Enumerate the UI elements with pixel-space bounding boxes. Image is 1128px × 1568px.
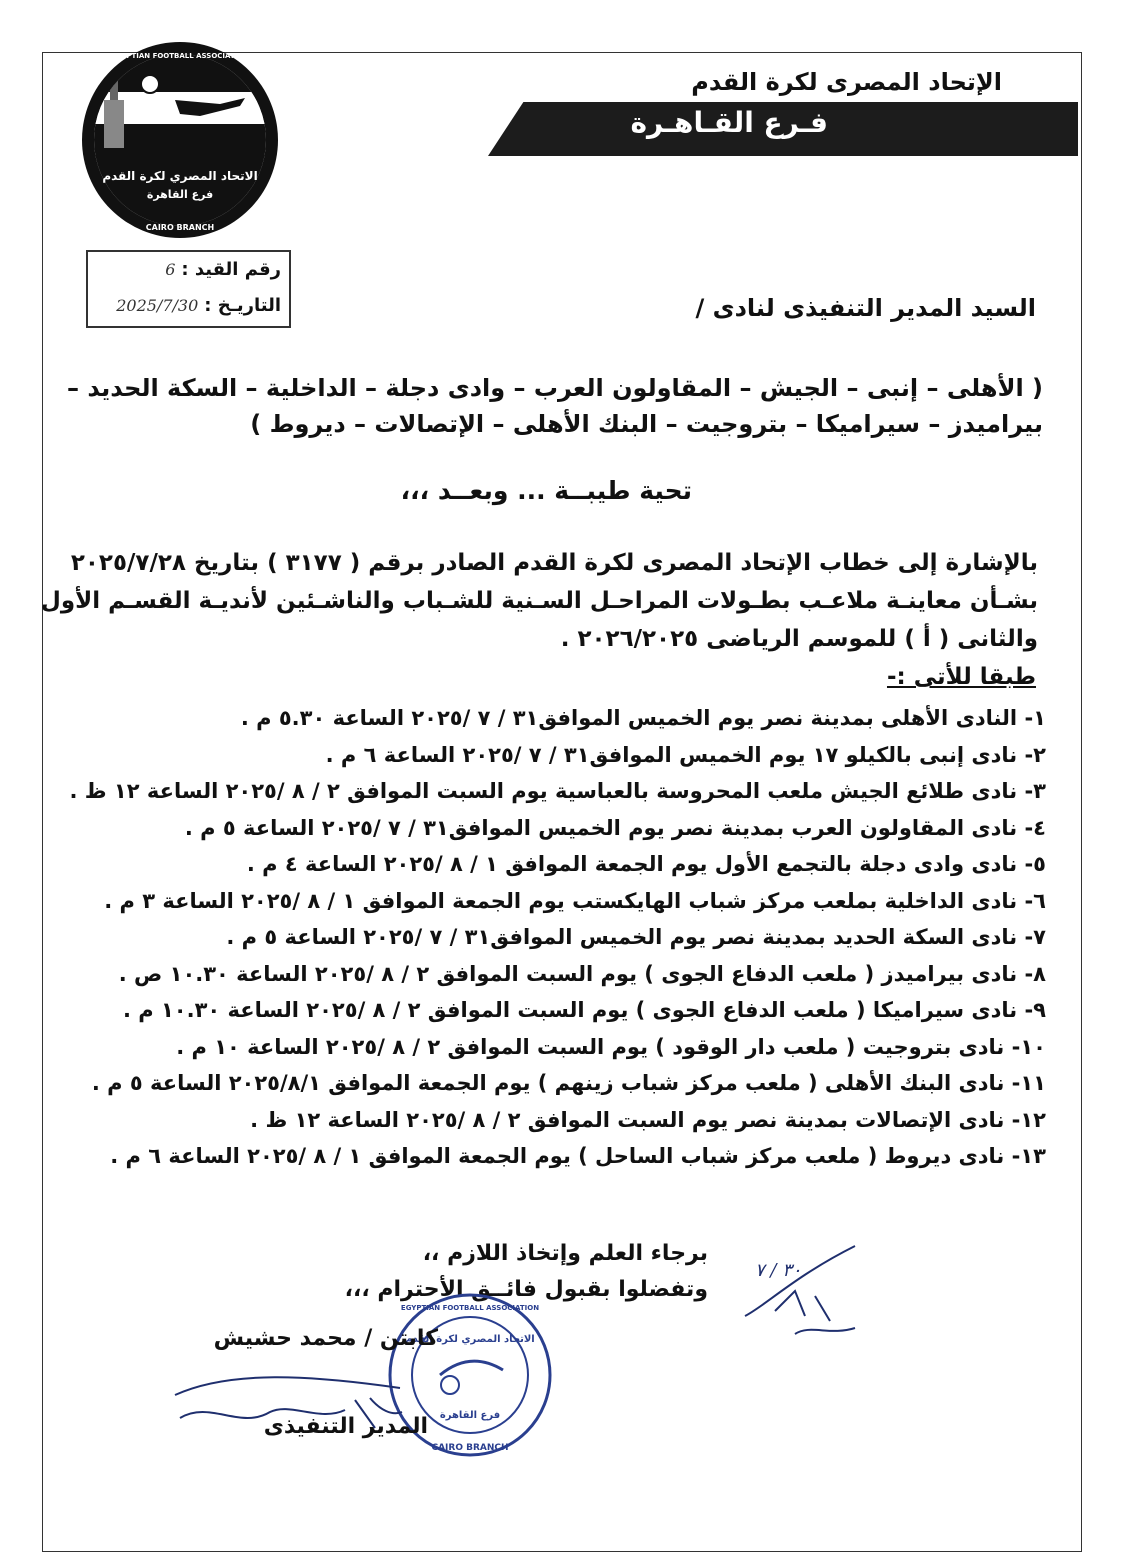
schedule-item: ١٣- نادى ديروط ( ملعب مركز شباب الساحل ) يوم الجمعة الموافق ١ / ٨ /٢٠٢٥ الساعة ٦ م . [110, 1144, 1046, 1168]
stamp-top-text: EGYPTIAN FOOTBALL ASSOCIATION [400, 1304, 540, 1312]
reference-number-value: 6 [165, 260, 176, 279]
handwritten-annotation-text: ٣٠ / ٧ [755, 1260, 802, 1281]
schedule-list [69, 700, 1046, 1175]
schedule-item: ١٠- نادى بتروجيت ( ملعب دار الوقود ) يوم السبت الموافق ٢ / ٨ /٢٠٢٥ الساعة ١٠ م . [176, 1034, 1046, 1059]
reference-number-row [88, 252, 289, 288]
schedule-item: ٤- نادى المقاولون العرب بمدينة نصر يوم الخميس الموافق٣١ / ٧ /٢٠٢٥ الساعة ٥ م . [184, 815, 1046, 840]
logo-branch-text: فرع القاهرة [146, 188, 214, 201]
clubs-list [67, 370, 1043, 442]
logo-top-text: EGYPTIAN FOOTBALL ASSOCIATION [110, 52, 250, 60]
handwritten-annotation-icon [735, 1236, 895, 1346]
reference-box [86, 250, 291, 328]
schedule-item: ٨- نادى بيراميدز ( ملعب الدفاع الجوى ) يوم السبت الموافق ٢ / ٨ /٢٠٢٥ الساعة ١٠.٣٠ ص . [118, 961, 1046, 986]
reference-number-label: رقم القيد : [181, 259, 281, 280]
clubs-line: بيراميدز – سيراميكا – بتروجيت – البنك الأهلى – الإتصالات – ديروط ) [250, 410, 1043, 438]
closing-line: وتفضلوا بقبول فائــق الأحترام ،،، [344, 1277, 708, 1302]
org-name: الإتحاد المصرى لكرة القدم [691, 68, 1002, 96]
greeting: تحية طيبــة ... وبعــد ،،، [400, 476, 692, 505]
reference-date-label: التاريـخ : [204, 295, 281, 316]
schedule-item: ١٢- نادى الإتصالات بمدينة نصر يوم السبت الموافق ٢ / ٨ /٢٠٢٥ الساعة ١٢ ظ . [250, 1107, 1046, 1132]
reference-date-value: 2025/7/30 [116, 296, 199, 315]
intro-line: بشـأن معاينـة ملاعـب بطـولات المراحـل السـنية للشـباب والناشـئين لأنديـة القسـم الأول [40, 588, 1038, 614]
intro-line: بالإشارة إلى خطاب الإتحاد المصرى لكرة القدم الصادر برقم ( ٣١٧٧ ) بتاريخ ٢٠٢٥/٧/٢٨ [70, 550, 1038, 576]
stamp-branch-text: فرع القاهرة [439, 1410, 501, 1421]
schedule-item: ٢- نادى إنبى بالكيلو ١٧ يوم الخميس الموافق٣١ / ٧ /٢٠٢٥ الساعة ٦ م . [325, 742, 1046, 767]
schedule-item: ١١- نادى البنك الأهلى ( ملعب مركز شباب زينهم ) يوم الجمعة الموافق ٢٠٢٥/٨/١ الساعة ٥ م . [91, 1071, 1046, 1095]
signer-title: المدير التنفيذى [263, 1414, 428, 1439]
federation-logo-icon [80, 40, 280, 240]
schedule-item: ٣- نادى طلائع الجيش ملعب المحروسة بالعباسية يوم السبت الموافق ٢ / ٨ /٢٠٢٥ الساعة ١٢ ظ . [69, 779, 1046, 803]
branch-name: فـرع القـاهـرة [630, 106, 828, 139]
intro-paragraph [41, 544, 1038, 658]
logo-arabic-text: الاتحاد المصري لكرة القدم [102, 169, 258, 183]
stamp-bottom-text: CAIRO BRANCH [431, 1443, 509, 1453]
intro-line: والثانى ( أ ) للموسم الرياضى ٢٠٢٦/٢٠٢٥ . [560, 626, 1038, 652]
logo-bottom-text: CAIRO BRANCH [145, 223, 215, 232]
schedule-item: ٥- نادى وادى دجلة بالتجمع الأول يوم الجمعة الموافق ١ / ٨ /٢٠٢٥ الساعة ٤ م . [246, 852, 1046, 876]
schedule-item: ١- النادى الأهلى بمدينة نصر يوم الخميس الموافق٣١ / ٧ /٢٠٢٥ الساعة ٥.٣٠ م . [240, 706, 1046, 730]
reference-date-row [88, 288, 289, 324]
clubs-line: ( الأهلى – إنبى – الجيش – المقاولون العرب – وادى دجلة – الداخلية – السكة الحديد – [67, 374, 1043, 402]
closing-line: برجاء العلم وإتخاذ اللازم ،، [422, 1241, 708, 1266]
schedule-item: ٩- نادى سيراميكا ( ملعب الدفاع الجوى ) يوم السبت الموافق ٢ / ٨ /٢٠٢٥ الساعة ١٠.٣٠ م . [122, 998, 1046, 1022]
stamp-arabic-text: الاتحاد المصري لكرة القدم [405, 1334, 535, 1345]
handwritten-signature-icon [170, 1340, 410, 1440]
schedule-item: ٦- نادى الداخلية بملعب مركز شباب الهايكستب يوم الجمعة الموافق ١ / ٨ /٢٠٢٥ الساعة ٣ م . [104, 888, 1046, 913]
addressee: السيد المدير التنفيذى لنادى / [695, 294, 1036, 322]
signer-name: كابتن / محمد حشيش [213, 1326, 438, 1351]
schedule-item: ٧- نادى السكة الحديد بمدينة نصر يوم الخميس الموافق٣١ / ٧ /٢٠٢٥ الساعة ٥ م . [226, 925, 1046, 949]
as-follows-heading: طبقا للأتى :- [886, 664, 1036, 690]
